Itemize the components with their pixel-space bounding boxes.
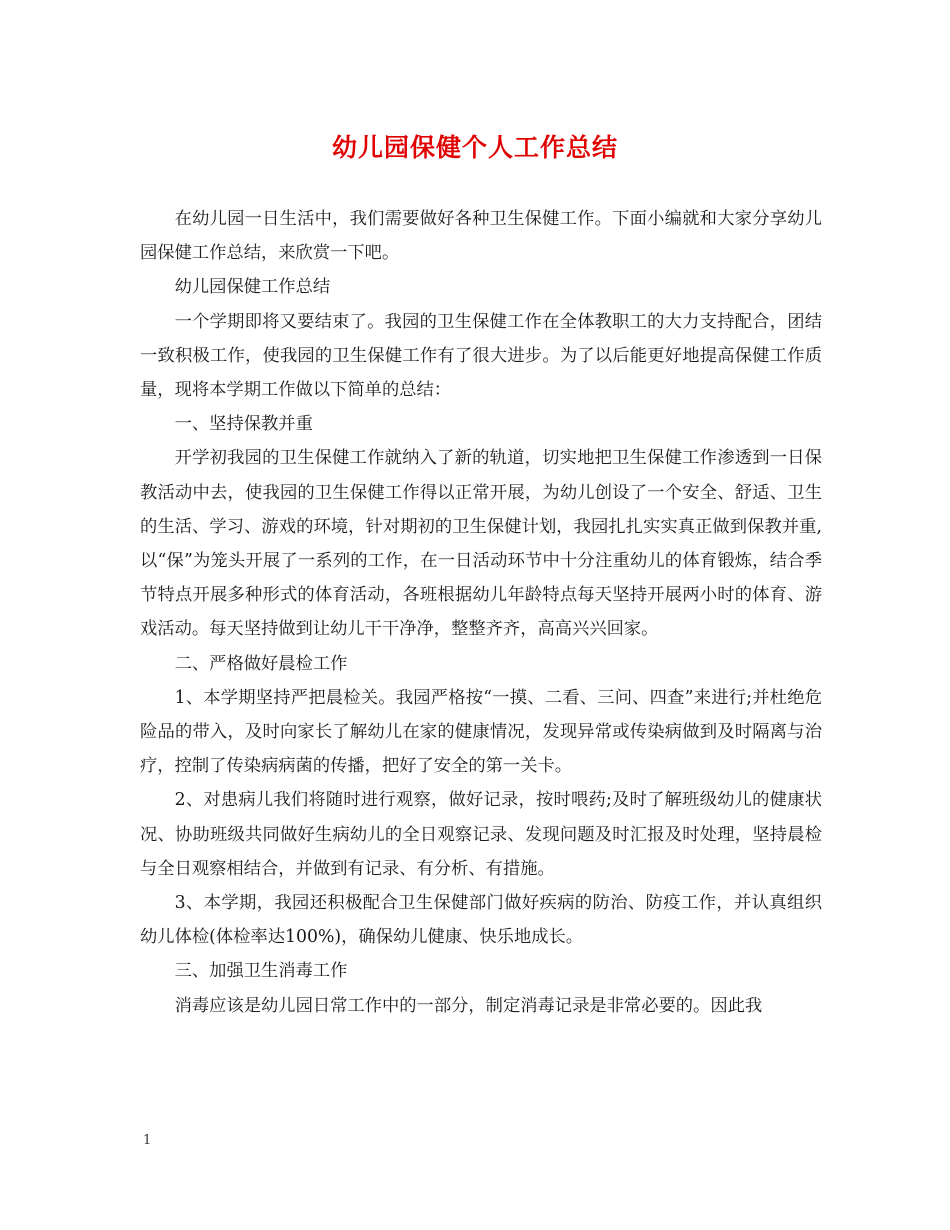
section-one-paragraph: 开学初我园的卫生保健工作就纳入了新的轨道，切实地把卫生保健工作渗透到一日保教活动中去，使我园的卫生保健工作得以正常开展，为幼儿创设了一个安全、舒适、卫生的生活、学习、游戏的环境，针对期初的卫生保健计划，我园扎扎实实真正做到保教并重,以“保”为笼头开展了一系列的工作，在一日活动环节中十分注重幼儿的体育锻炼，结合季节特点开展多种形式的体育活动，各班根据幼儿年龄特点每天坚持开展两小时的体育、游戏活动。每天坚持做到让幼儿干干净净，整整齐齐，高高兴兴回家。: [140, 448, 822, 640]
item-two-paragraph: 2、对患病儿我们将随时进行观察，做好记录，按时喂药;及时了解班级幼儿的健康状况、协助班级共同做好生病幼儿的全日观察记录、发现问题及时汇报及时处理，坚持晨检与全日观察相结合，并做到有记录、有分析、有措施。: [140, 790, 822, 879]
page-number: 1: [143, 1133, 152, 1148]
section-subtitle: 幼儿园保健工作总结: [174, 277, 331, 298]
summary-paragraph: 一个学期即将又要结束了。我园的卫生保健工作在全体教职工的大力支持配合，团结一致积极工作，使我园的卫生保健工作有了很大进步。为了以后能更好地提高保健工作质量，现将本学期工作做以下简单的总结：: [140, 311, 822, 401]
item-three-paragraph: 3、本学期，我园还积极配合卫生保健部门做好疾病的防治、防疫工作，并认真组织幼儿体检(体检率达100%)，确保幼儿健康、快乐地成长。: [140, 893, 822, 948]
heading-two: 二、严格做好晨检工作: [174, 653, 348, 674]
heading-one: 一、坚持保教并重: [174, 414, 313, 435]
document-title: 幼儿园保健个人工作总结: [331, 133, 618, 162]
heading-three: 三、加强卫生消毒工作: [174, 961, 348, 982]
intro-paragraph: 在幼儿园一日生活中，我们需要做好各种卫生保健工作。下面小编就和大家分享幼儿园保健工作总结，来欣赏一下吧。: [140, 209, 822, 264]
item-one-paragraph: 1、本学期坚持严把晨检关。我园严格按“一摸、二看、三问、四查”来进行;并杜绝危险品的带入，及时向家长了解幼儿在家的健康情况，发现异常或传染病做到及时隔离与治疗，控制了传染病病菌的传播，把好了安全的第一关卡。: [140, 687, 822, 777]
document-body: [140, 202, 822, 1023]
section-three-paragraph: 消毒应该是幼儿园日常工作中的一部分，制定消毒记录是非常必要的。因此我: [174, 995, 763, 1016]
